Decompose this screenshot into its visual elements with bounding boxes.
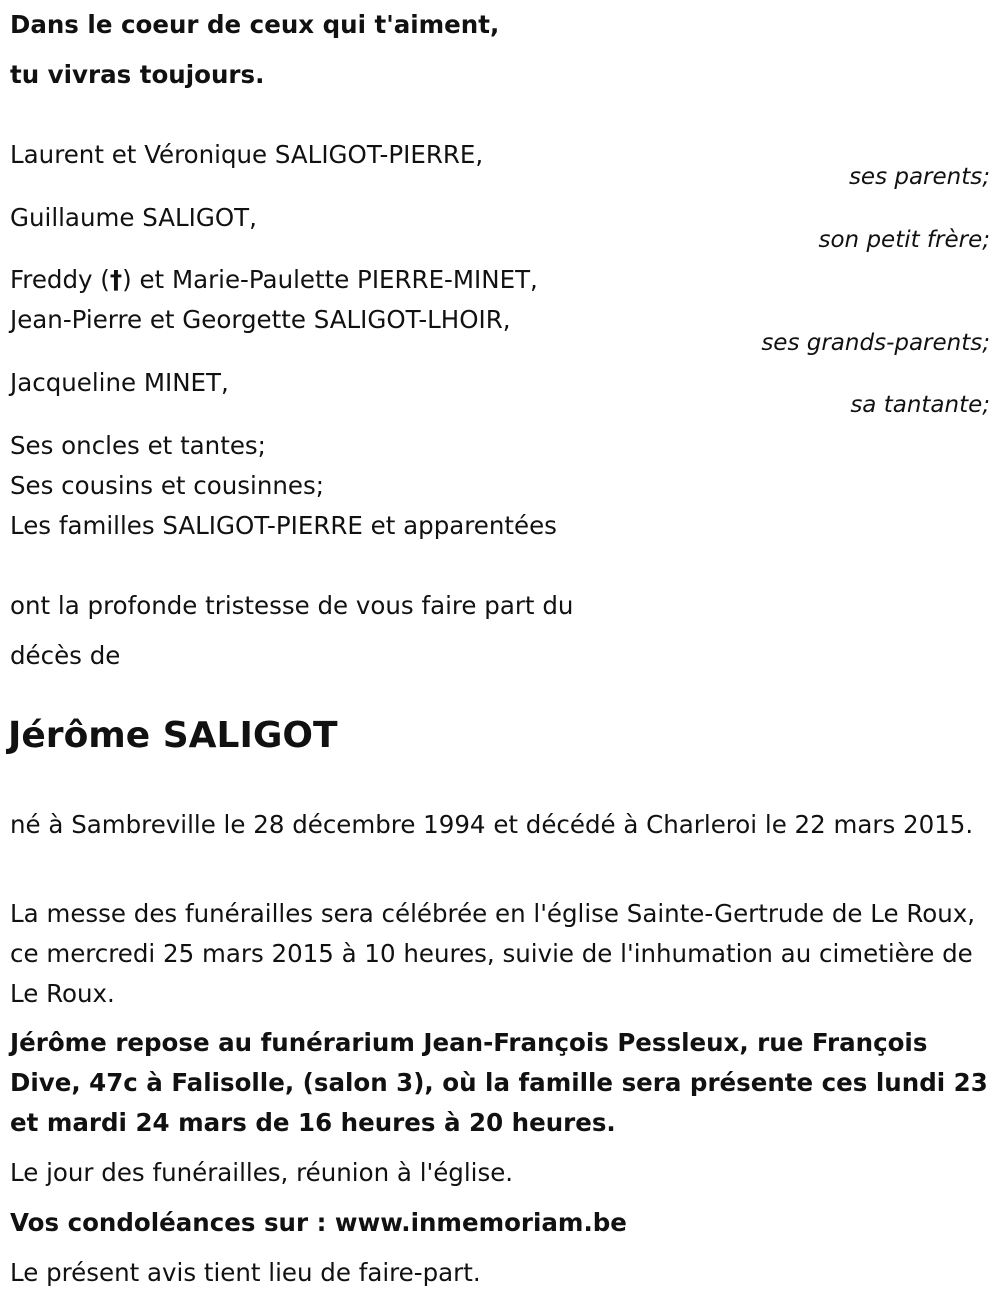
grandparents-line-1-start: Freddy (: [10, 265, 110, 294]
aunt-relation: sa tantante;: [850, 392, 990, 418]
parents-names: Laurent et Véronique SALIGOT-PIERRE,: [10, 140, 484, 169]
condolences-paragraph: Vos condoléances sur : www.inmemoriam.be: [10, 1208, 627, 1237]
other-family-2: Ses cousins et cousinnes;: [10, 471, 324, 500]
epigraph-line-2: tu vivras toujours.: [10, 60, 265, 89]
announcement-line-1: ont la profonde tristesse de vous faire part du: [10, 591, 574, 620]
aunt-names: Jacqueline MINET,: [10, 368, 229, 397]
grandparents-line-2: Jean-Pierre et Georgette SALIGOT-LHOIR,: [10, 305, 511, 334]
other-family-1: Ses oncles et tantes;: [10, 431, 266, 460]
brother-relation: son petit frère;: [818, 227, 990, 253]
meeting-paragraph: Le jour des funérailles, réunion à l'église.: [10, 1158, 514, 1187]
brother-names: Guillaume SALIGOT,: [10, 203, 257, 232]
deceased-name: Jérôme SALIGOT: [8, 715, 338, 756]
epigraph-line-1: Dans le coeur de ceux qui t'aiment,: [10, 10, 500, 39]
notice-paragraph: Le présent avis tient lieu de faire-part.: [10, 1258, 481, 1287]
cross-icon: †: [109, 265, 123, 294]
grandparents-relation: ses grands-parents;: [761, 330, 990, 356]
other-family-3: Les familles SALIGOT-PIERRE et apparentées: [10, 511, 557, 540]
parents-relation: ses parents;: [848, 164, 990, 190]
grandparents-line-1-end: ) et Marie-Paulette PIERRE-MINET,: [122, 265, 538, 294]
birth-death-paragraph: né à Sambreville le 28 décembre 1994 et décédé à Charleroi le 22 mars 2015.: [10, 810, 974, 839]
grandparents-line-1: [10, 265, 538, 294]
funeral-paragraph: La messe des funérailles sera célébrée en l'église Sainte-Gertrude de Le Roux, ce mercredi 25 mars 2015 à 10 heures, suivie de l'inhumation au cimetière de Le Roux.: [10, 899, 976, 1008]
funerarium-paragraph: Jérôme repose au funérarium Jean-François Pessleux, rue François Dive, 47c à Falisolle, (salon 3), où la famille sera présente ces lundi 23 et mardi 24 mars de 16 heures à 20 heures.: [10, 1028, 988, 1137]
announcement-line-2: décès de: [10, 641, 121, 670]
